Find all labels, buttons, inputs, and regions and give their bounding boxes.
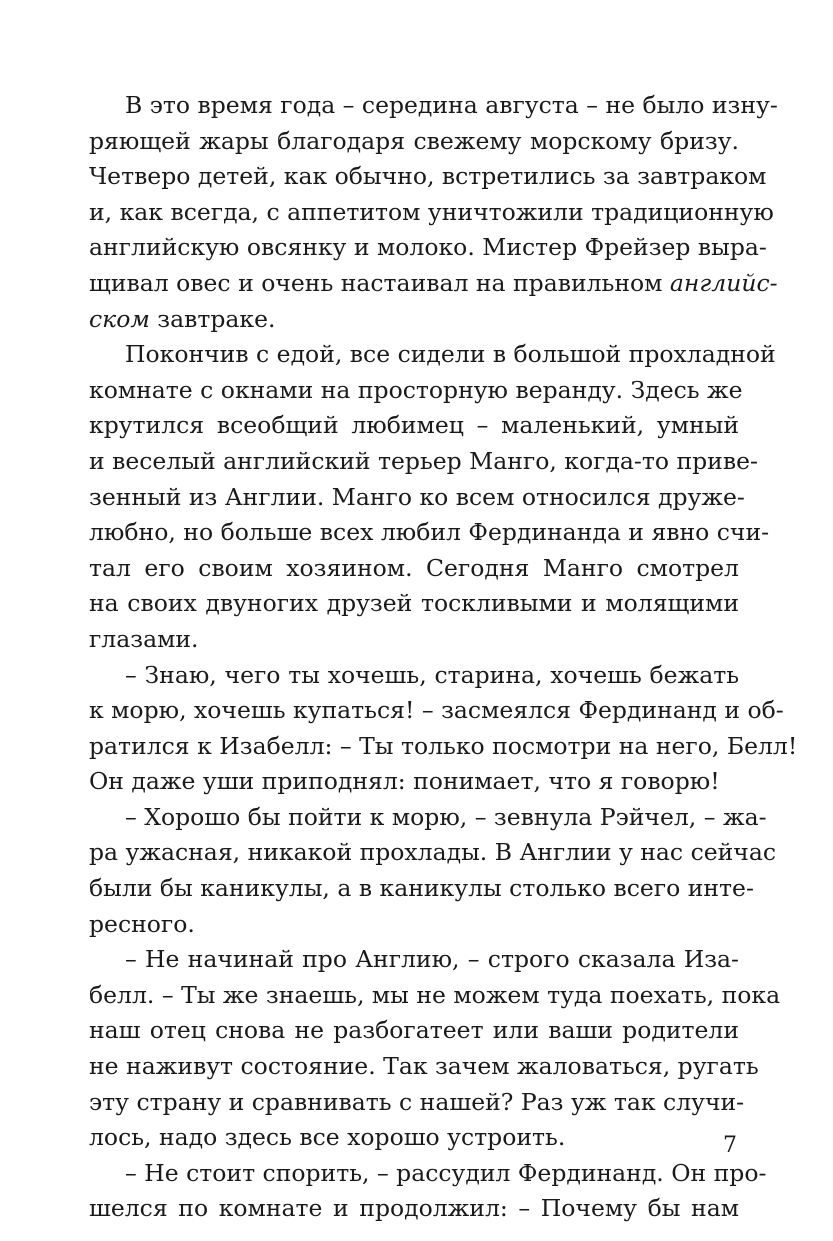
text-line: любно, но больше всех любил Фердинанда и явно счи- xyxy=(89,518,770,547)
text-line: эту страну и сравнивать с нашей? Раз уж так случи- xyxy=(89,1087,745,1116)
text-line: – Не начинай про Англию, – строго сказала Иза- xyxy=(125,945,739,974)
text-line: зенный из Англии. Манго ко всем относился друже- xyxy=(89,482,745,511)
text-line: английскую овсянку и молоко. Мистер Фрейзер выра- xyxy=(89,233,767,262)
text-line: ресного. xyxy=(89,909,195,938)
text-line: – Знаю, чего ты хочешь, старина, хочешь бежать xyxy=(125,660,739,689)
italic-word: ском xyxy=(89,304,150,333)
text-line: лось, надо здесь все хорошо устроить. xyxy=(89,1123,566,1152)
text-line: Покончив с едой, все сидели в большой прохладной xyxy=(125,340,776,369)
text-line: шелся по комнате и продолжил: – Почему бы нам xyxy=(89,1194,739,1223)
body-text xyxy=(89,88,798,1227)
page-number: 7 xyxy=(723,1133,737,1158)
paragraph-1 xyxy=(89,88,778,337)
text-line: ра ужасная, никакой прохлады. В Англии у нас сейчас xyxy=(89,838,777,867)
text-line: на своих двуногих друзей тоскливыми и молящими xyxy=(89,589,739,618)
text-line: и, как всегда, с аппетитом уничтожили традиционную xyxy=(89,197,774,226)
paragraph-2 xyxy=(89,337,776,657)
text-line: белл. – Ты же знаешь, мы не можем туда поехать, пока xyxy=(89,980,781,1009)
text-run: щивал овес и очень настаивал на правильном xyxy=(89,268,670,297)
text-line: ряющей жары благодаря свежему морскому бризу. xyxy=(89,126,739,155)
text-line: наш отец снова не разбогатеет или ваши родители xyxy=(89,1016,739,1045)
text-line: В это время года – середина августа – не было изну- xyxy=(125,91,778,119)
italic-word: английс- xyxy=(669,268,778,297)
text-line: к морю, хочешь купаться! – засмеялся Фердинанд и об- xyxy=(89,696,784,725)
text-line: Он даже уши приподнял: понимает, что я говорю! xyxy=(89,767,720,796)
text-line: Четверо детей, как обычно, встретились за завтраком xyxy=(89,162,767,191)
paragraph-3 xyxy=(89,658,798,800)
text-line xyxy=(89,266,778,302)
text-line: ратился к Изабелл: – Ты только посмотри на него, Белл! xyxy=(89,731,798,760)
text-line: глазами. xyxy=(89,624,199,653)
paragraph-4 xyxy=(89,800,777,942)
text-line: и веселый английский терьер Манго, когда-то приве- xyxy=(89,446,758,475)
paragraph-6 xyxy=(89,1156,767,1227)
text-line: были бы каникулы, а в каникулы столько всего инте- xyxy=(89,874,754,903)
paragraph-5 xyxy=(89,942,781,1156)
text-line: крутился всеобщий любимец – маленький, умный xyxy=(89,411,739,440)
text-line: – Не стоит спорить, – рассудил Фердинанд. Он про- xyxy=(125,1158,767,1187)
text-line: – Хорошо бы пойти к морю, – зевнула Рэйчел, – жа- xyxy=(125,802,767,831)
text-run: завтраке. xyxy=(149,304,276,333)
text-line: комнате с окнами на просторную веранду. Здесь же xyxy=(89,375,743,404)
text-line: не наживут состояние. Так зачем жаловаться, ругать xyxy=(89,1052,759,1081)
text-line: тал его своим хозяином. Сегодня Манго смотрел xyxy=(89,553,739,582)
text-line xyxy=(89,302,739,338)
